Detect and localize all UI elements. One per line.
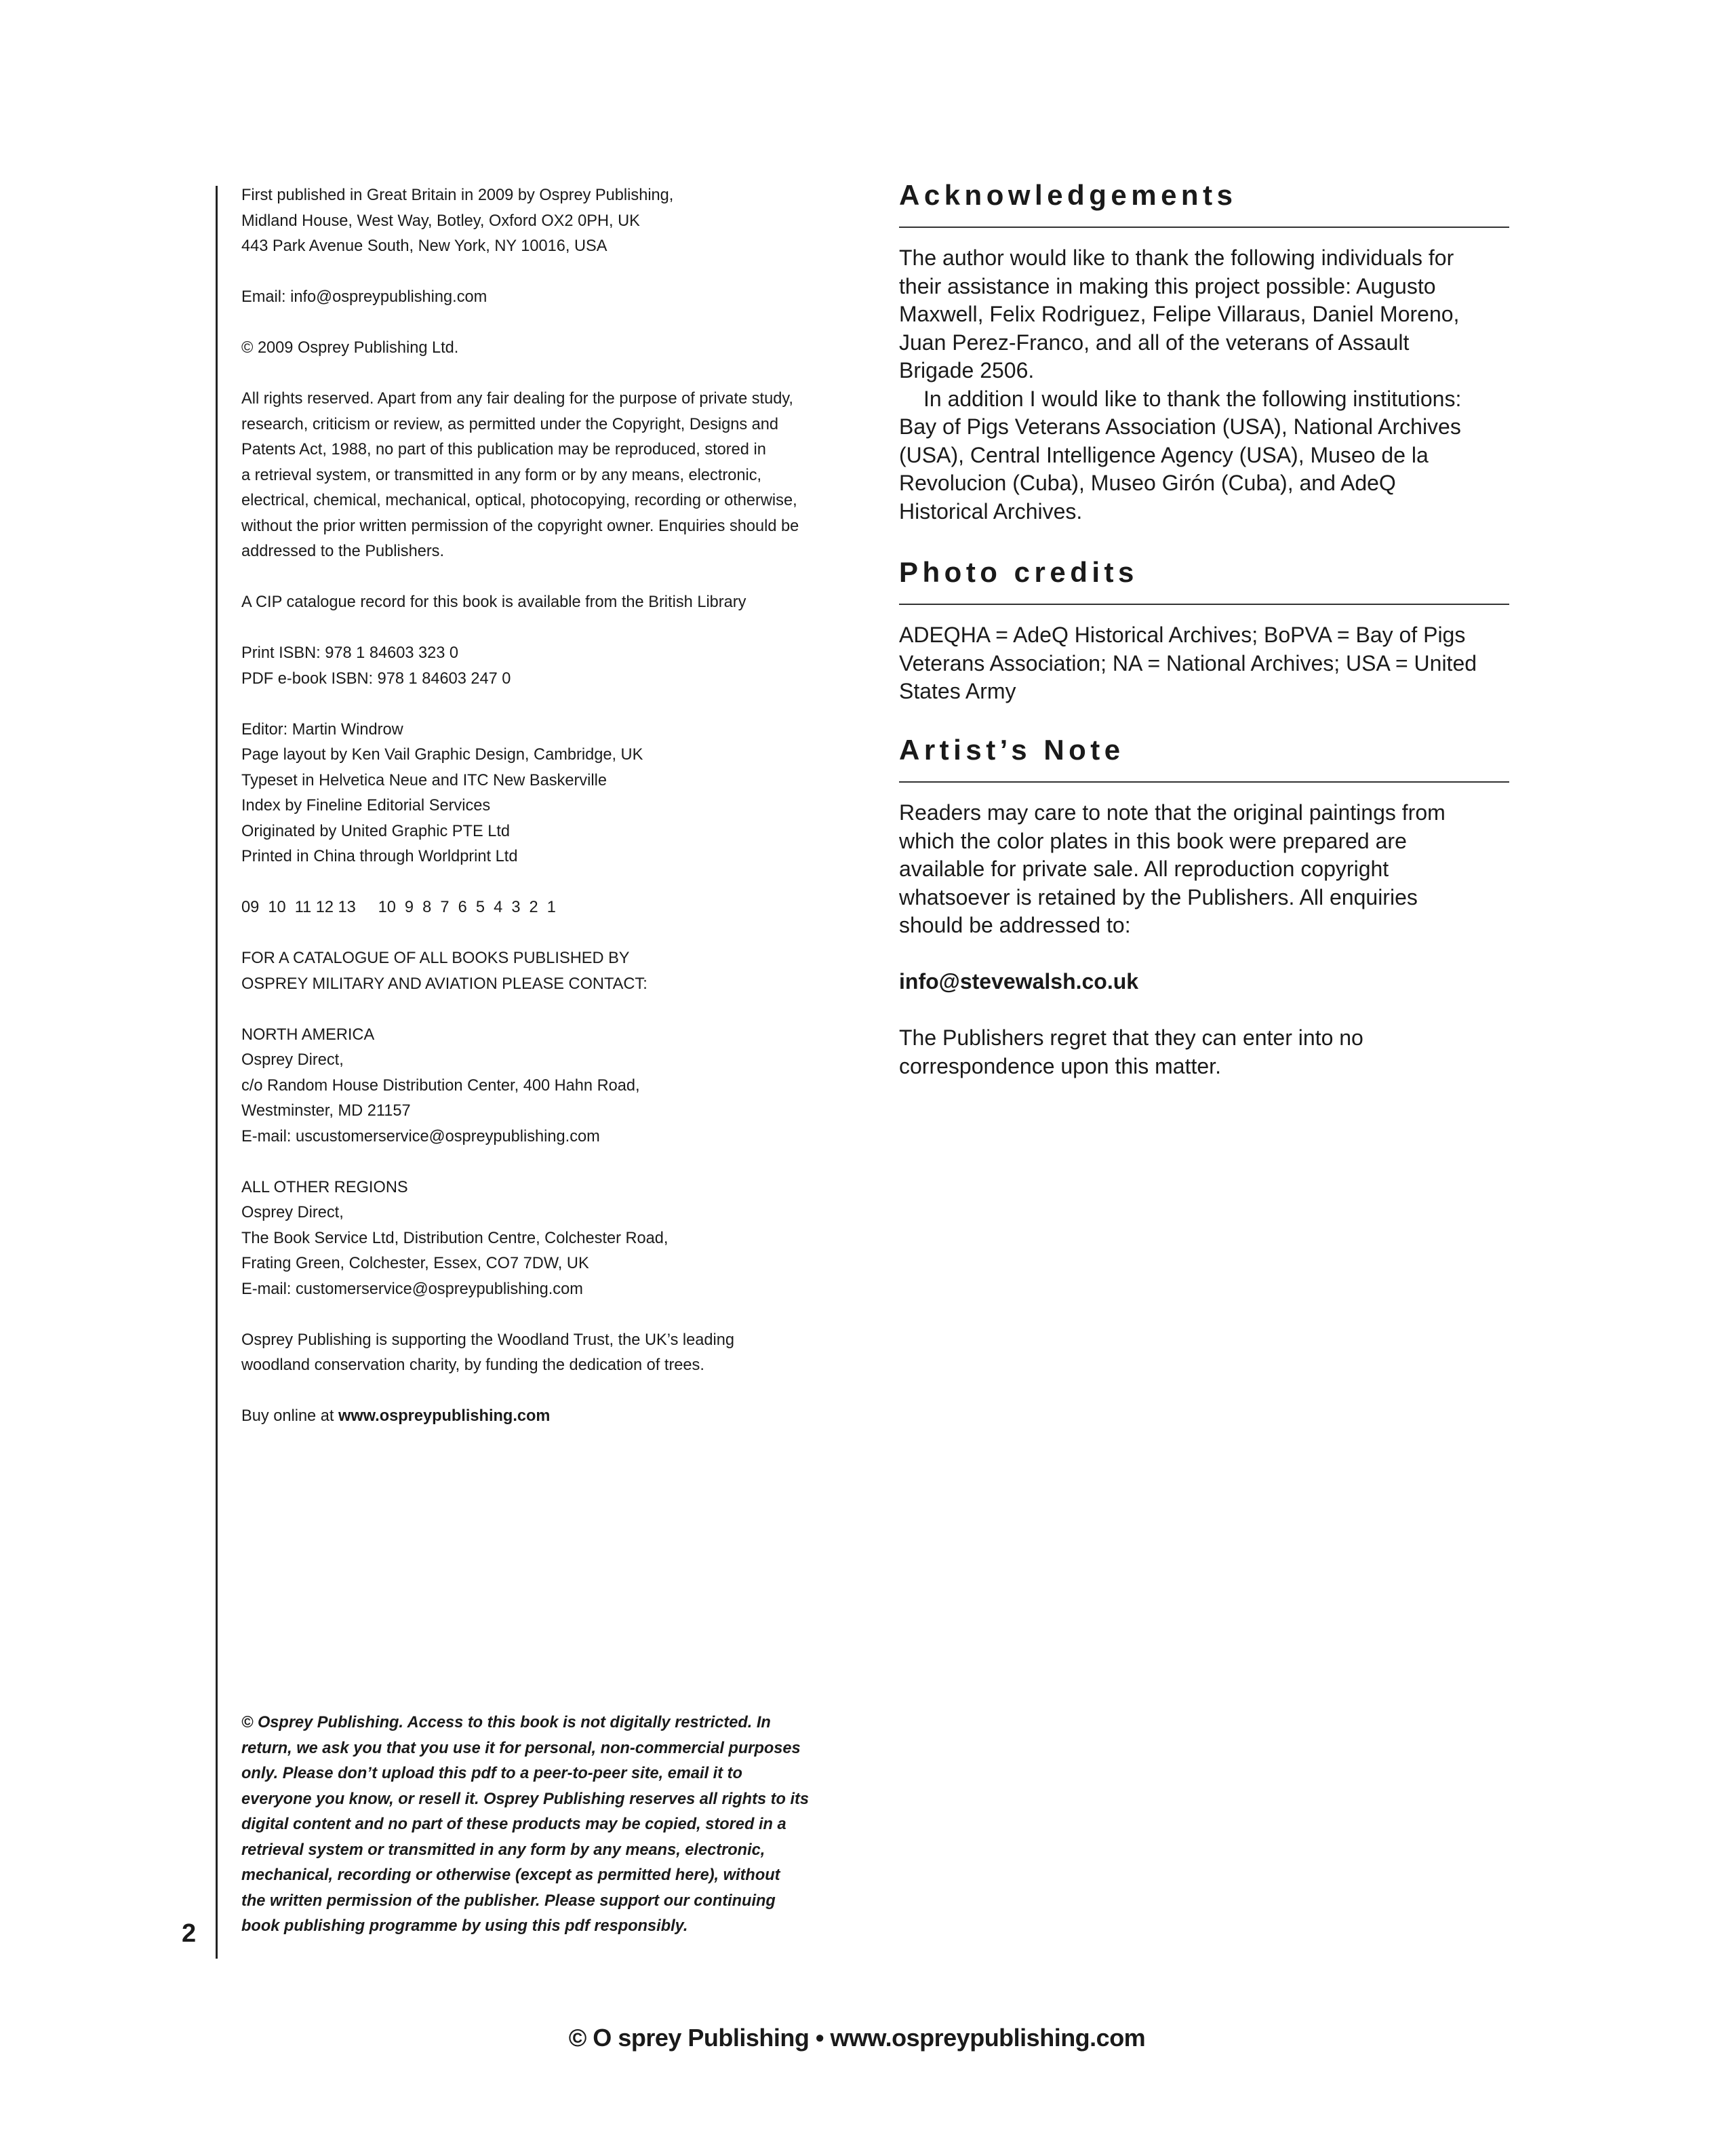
heading-rule [899,604,1509,605]
catalogue-contact: FOR A CATALOGUE OF ALL BOOKS PUBLISHED BY OSPREY MILITARY AND AVIATION PLEASE CONTACT: [241,949,647,993]
cip-record: A CIP catalogue record for this book is available from the British Library [241,593,746,611]
acknowledgements-heading: Acknowledgements [899,179,1237,211]
artists-note-section [899,731,1509,1080]
artists-note-heading: Artist’s Note [899,734,1125,766]
margin-rule [216,186,218,1959]
photo-credits-text: ADEQHA = AdeQ Historical Archives; BoPVA = Bay of Pigs Veterans Association; NA = National Archives; USA = United States Army [899,623,1477,703]
acknowledgements-paragraph-2: In addition I would like to thank the following institutions: Bay of Pigs Veterans Association (USA), National Archives (USA), Central Intelligence Agency (USA), Museo de la Revolucion (Cuba), Museo Girón (Cuba), and AdeQ Historical Archives. [899,386,1462,524]
woodland-trust-note: Osprey Publishing is supporting the Woodland Trust, the UK’s leading woodland conservation charity, by funding the dedication of trees. [241,1331,735,1374]
photo-credits-heading: Photo credits [899,556,1138,588]
buy-online-prefix: Buy online at [241,1407,338,1425]
imprint-email: Email: info@ospreypublishing.com [241,288,487,306]
heading-rule [899,781,1509,783]
imprint-copyright: © 2009 Osprey Publishing Ltd. [241,339,459,357]
production-credits: Editor: Martin Windrow Page layout by Ken Vail Graphic Design, Cambridge, UK Typeset in Helvetica Neue and ITC New Baskerville Index by Fineline Editorial Services Originated by United Graphic PTE Ltd Printed in China through Worldprint Ltd [241,720,643,865]
acknowledgements-section [899,176,1509,526]
other-regions-contact: ALL OTHER REGIONS Osprey Direct, The Book Service Ltd, Distribution Centre, Colchester Road, Frating Green, Colchester, Essex, CO7 7DW, UK E-mail: customerservice@ospreypublishing.com [241,1178,669,1298]
digital-rights-notice: © Osprey Publishing. Access to this book is not digitally restricted. In return, we ask you that you use it for personal, non-commercial purposes only. Please don’t upload this pdf to a peer-to-peer site, email it to everyone you know, or resell it. Osprey Publishing reserves all rights to its digital content and no part of these products may be copied, stored in a retrieval system or transmitted in any form by any means, electronic, mechanical, recording or otherwise (except as permitted here), without the written permission of the publisher. Please support our continuing book publishing programme by using this pdf responsibly. [241,1714,809,1935]
print-line: 09 10 11 12 13 10 9 8 7 6 5 4 3 2 1 [241,899,556,916]
artists-note-text: Readers may care to note that the original paintings from which the color plates in this book were prepared are available for private sale. All reproduction copyright whatsoever is retained by the Publishers. All enquiries should be addressed to: [899,800,1446,937]
footer-copyright: © O sprey Publishing • www.ospreypublishing.com [568,2024,1146,2052]
photo-credits-section [899,553,1509,706]
isbn-list: Print ISBN: 978 1 84603 323 0 PDF e-book ISBN: 978 1 84603 247 0 [241,644,511,688]
buy-online-link[interactable]: www.ospreypublishing.com [338,1407,551,1425]
imprint-column [241,183,858,1430]
north-america-contact: NORTH AMERICA Osprey Direct, c/o Random House Distribution Center, 400 Hahn Road, Westminster, MD 21157 E-mail: uscustomerservice@ospreypublishing.com [241,1025,640,1145]
imprint-address: First published in Great Britain in 2009 by Osprey Publishing, Midland House, West Way, Botley, Oxford OX2 0PH, UK 443 Park Avenue South, New York, NY 10016, USA [241,187,674,255]
artist-email-link[interactable]: info@stevewalsh.co.uk [899,969,1139,994]
acknowledgements-paragraph-1: The author would like to thank the following individuals for their assistance in making this project possible: Augusto Maxwell, Felix Rodriguez, Felipe Villaraus, Daniel Moreno, Juan Perez-Franco, and all of the veterans of Assault Brigade 2506. [899,246,1460,383]
heading-rule [899,227,1509,228]
rights-statement: All rights reserved. Apart from any fair dealing for the purpose of private study, research, criticism or review, as permitted under the Copyright, Designs and Patents Act, 1988, no part of this publication may be reproduced, stored in a retrieval system, or transmitted in any form or by any means, electronic, electrical, chemical, mechanical, optical, photocopying, recording or otherwise, without the prior written permission of the copyright owner. Enquiries should be addressed to the Publishers. [241,390,799,560]
publishers-regret-text: The Publishers regret that they can enter into no correspondence upon this matter. [899,1025,1363,1078]
page-number: 2 [182,1919,197,1948]
buy-online [241,1404,858,1430]
